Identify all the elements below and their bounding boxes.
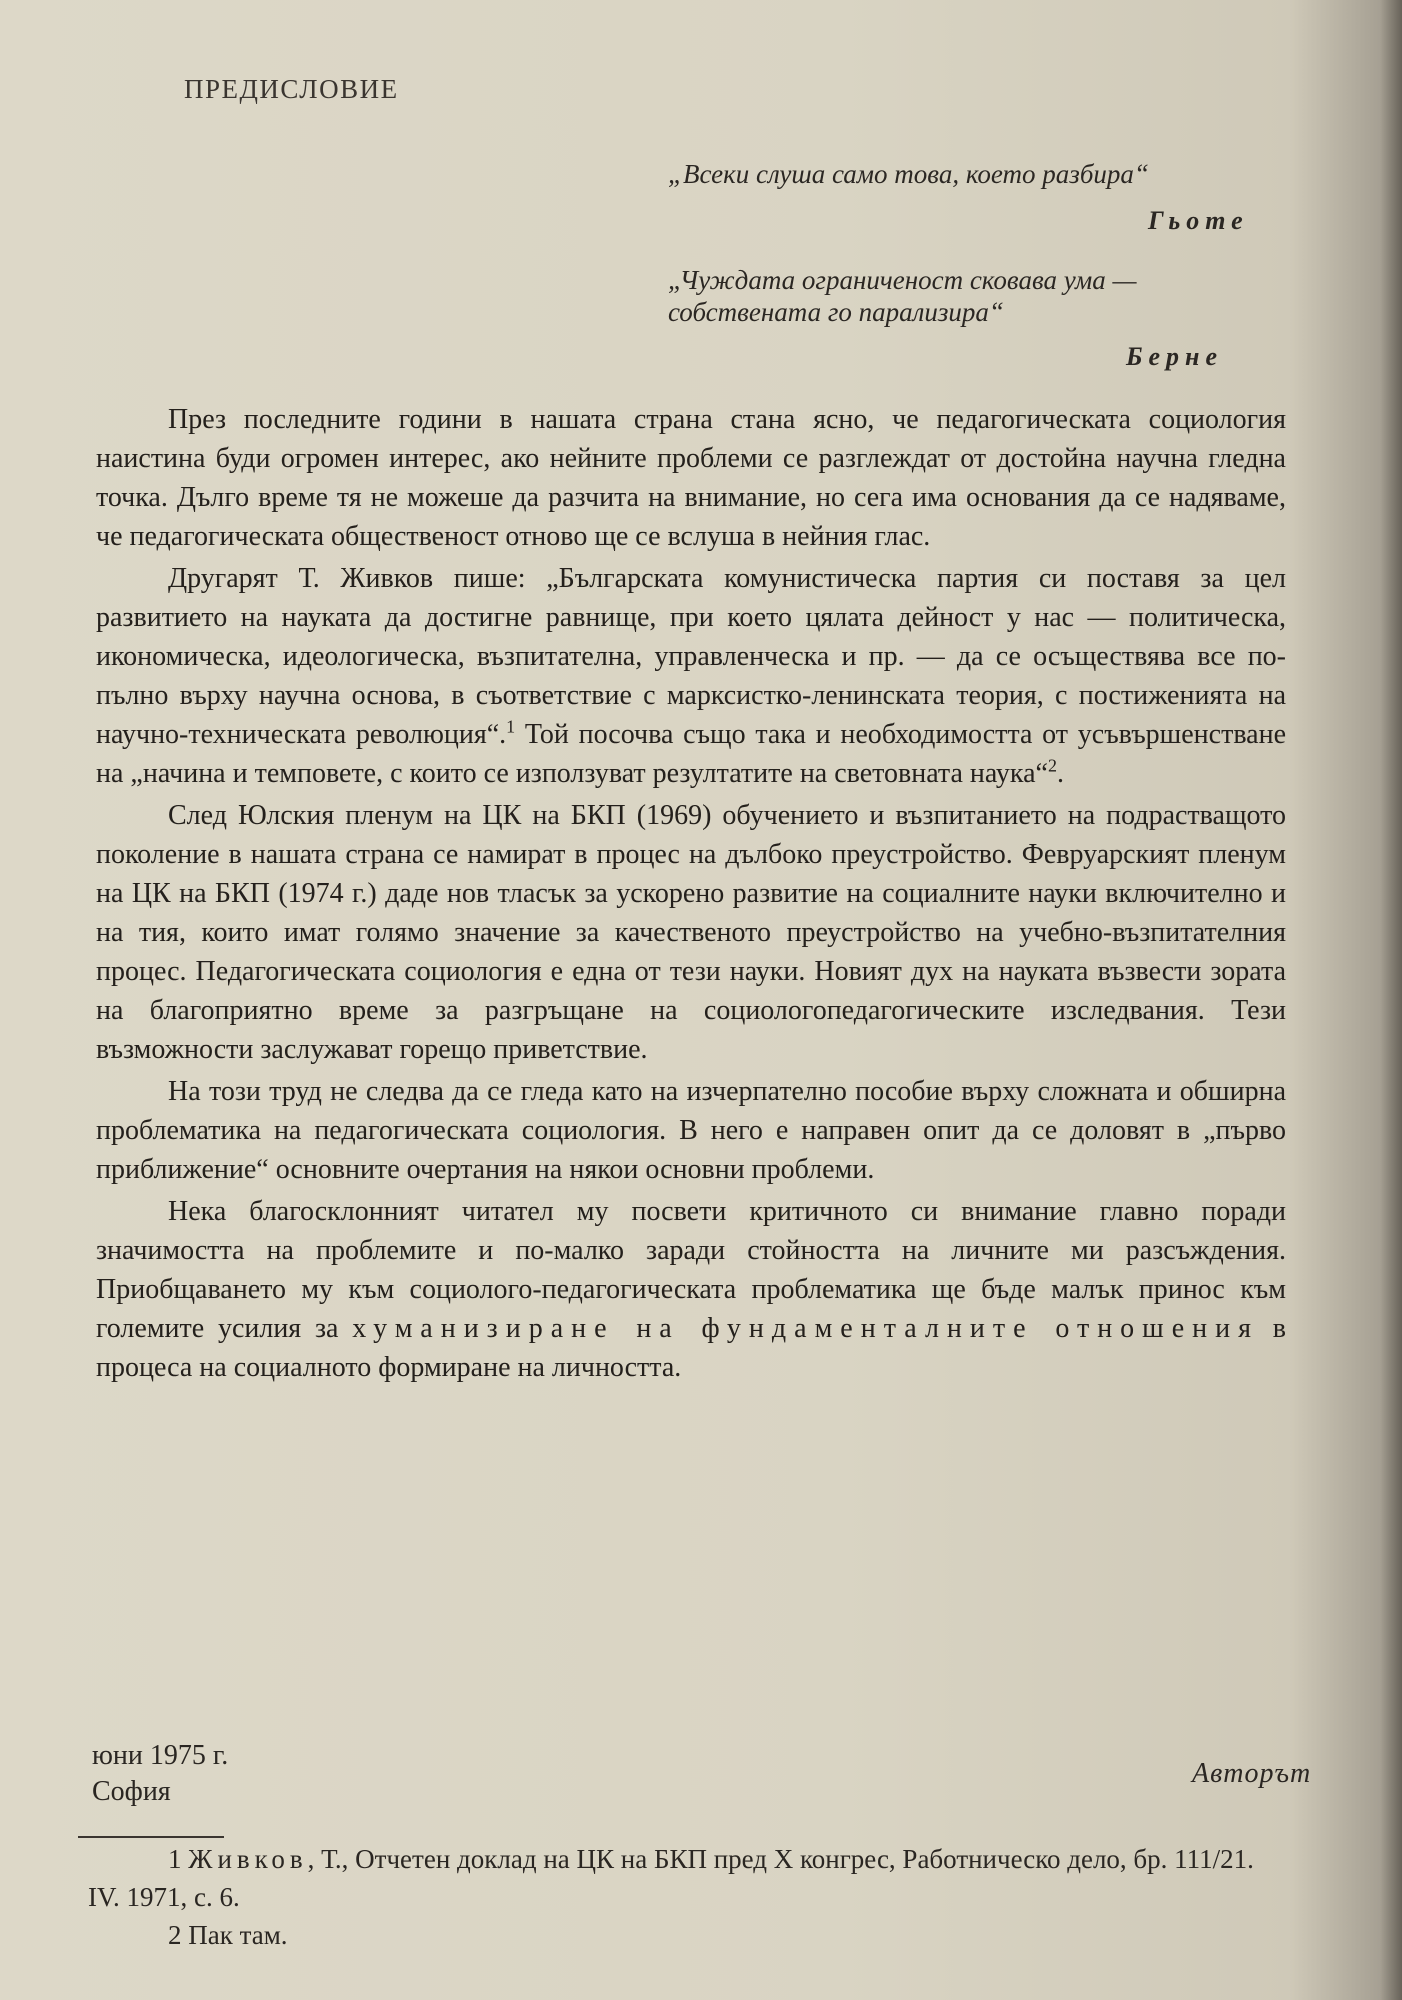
paragraph-5-spaced: хуманизиране на фундаменталните отношения — [352, 1313, 1260, 1344]
paragraph-2-end: . — [1056, 758, 1064, 789]
epigraph-2-line-1: „Чуждата ограниченост сковава ума — — [668, 265, 1137, 295]
footnote-ref-2[interactable]: 2 — [1047, 755, 1057, 776]
body-text — [96, 400, 1286, 1390]
footnote-divider — [78, 1836, 224, 1838]
epigraph-1-line: „Всеки слуша само това, което разбира“ — [668, 159, 1149, 189]
footnote-2-mark: 2 — [168, 1920, 182, 1950]
epigraph-1 — [668, 158, 1248, 190]
author-signature: Авторът — [1192, 1758, 1312, 1789]
paragraph-5 — [96, 1192, 1286, 1387]
epigraph-2 — [668, 264, 1248, 328]
paragraph-5-text-b: в процеса на социалното формиране на личността. — [96, 1313, 1286, 1383]
paragraph-5-text-a: Нека благосклонният читател му посвети критичното си внимание главно поради значимостта на проблемите и по-малко заради стойността на личните ми разсъждения. Приобщаването му към социолого-педагогическата проблематика ще бъде малък принос към големите усилия за — [96, 1196, 1286, 1344]
paragraph-1: През последните години в нашата страна стана ясно, че педагогическата социология наистина буди огромен интерес, ако нейните проблеми се разглеждат от достойна научна гледна точка. Дълго време тя не можеше да разчита на внимание, но сега има основания да се надяваме, че педагогическата общественост отново ще се вслуша в нейния глас. — [96, 404, 1286, 552]
date-place — [92, 1738, 228, 1810]
paragraph-4: На този труд не следва да се гледа като на изчерпателно пособие върху сложната и обширна проблематика на педагогическата социология. В него е направен опит да се доловят в „първо приближение“ основните очертания на някои основни проблеми. — [96, 1076, 1286, 1185]
epigraph-2-line-2: собствената го парализира“ — [668, 297, 1004, 327]
footnote-1-author: Живков — [188, 1844, 308, 1874]
footnote-1 — [88, 1840, 1288, 1916]
paragraph-2-text-b: Той посочва също така и необходимостта от усъвършенстване на „начина и темповете, с които се използуват резултатите на световната наука“ — [96, 719, 1287, 789]
page-edge-shadow — [1380, 0, 1402, 2000]
paragraph-2-text: Другарят Т. Живков пише: „Българската комунистическа партия си поставя за цел развитието на науката да достигне равнище, при което цялата дейност у нас — политическа, икономическа, идеологическа, възпитателна, управленческа и пр. — да се осъществява все по-пълно върху научна основа, в съответствие с марксистко-ленинската теория, с постиженията на научно-техническата революция“. — [96, 563, 1286, 750]
paragraph-2 — [96, 559, 1286, 793]
place: София — [92, 1776, 171, 1807]
footnote-2-text: Пак там. — [188, 1920, 288, 1950]
paragraph-3: След Юлския пленум на ЦК на БКП (1969) обучението и възпитанието на подрастващото поколение в нашата страна се намират в процес на дълбоко преустройство. Февруарският пленум на ЦК на БКП (1974 г.) даде нов тласък за ускорено развитие на социалните науки включително и на тия, които имат голямо значение за качественото преустройство на учебно-възпитателния процес. Педагогическата социология е една от тези науки. Новият дух на науката възвести зората на благоприятно време за разгръщане на социологопедагогическите изследвания. Тези възможности заслужават горещо приветствие. — [96, 800, 1286, 1065]
epigraph-1-author: Гьоте — [1148, 206, 1249, 235]
footnote-1-mark: 1 — [168, 1844, 182, 1874]
footnote-1-text: , Т., Отчетен доклад на ЦК на БКП пред X конгрес, Работническо дело, бр. 111/21. IV. 1971, с. 6. — [88, 1844, 1254, 1912]
epigraph-2-author: Берне — [1126, 342, 1224, 371]
footnotes — [88, 1840, 1288, 1954]
page-heading: ПРЕДИСЛОВИЕ — [184, 74, 399, 104]
date: юни 1975 г. — [92, 1740, 229, 1771]
footnote-ref-1[interactable]: 1 — [506, 716, 516, 737]
footnote-2 — [88, 1916, 1288, 1954]
